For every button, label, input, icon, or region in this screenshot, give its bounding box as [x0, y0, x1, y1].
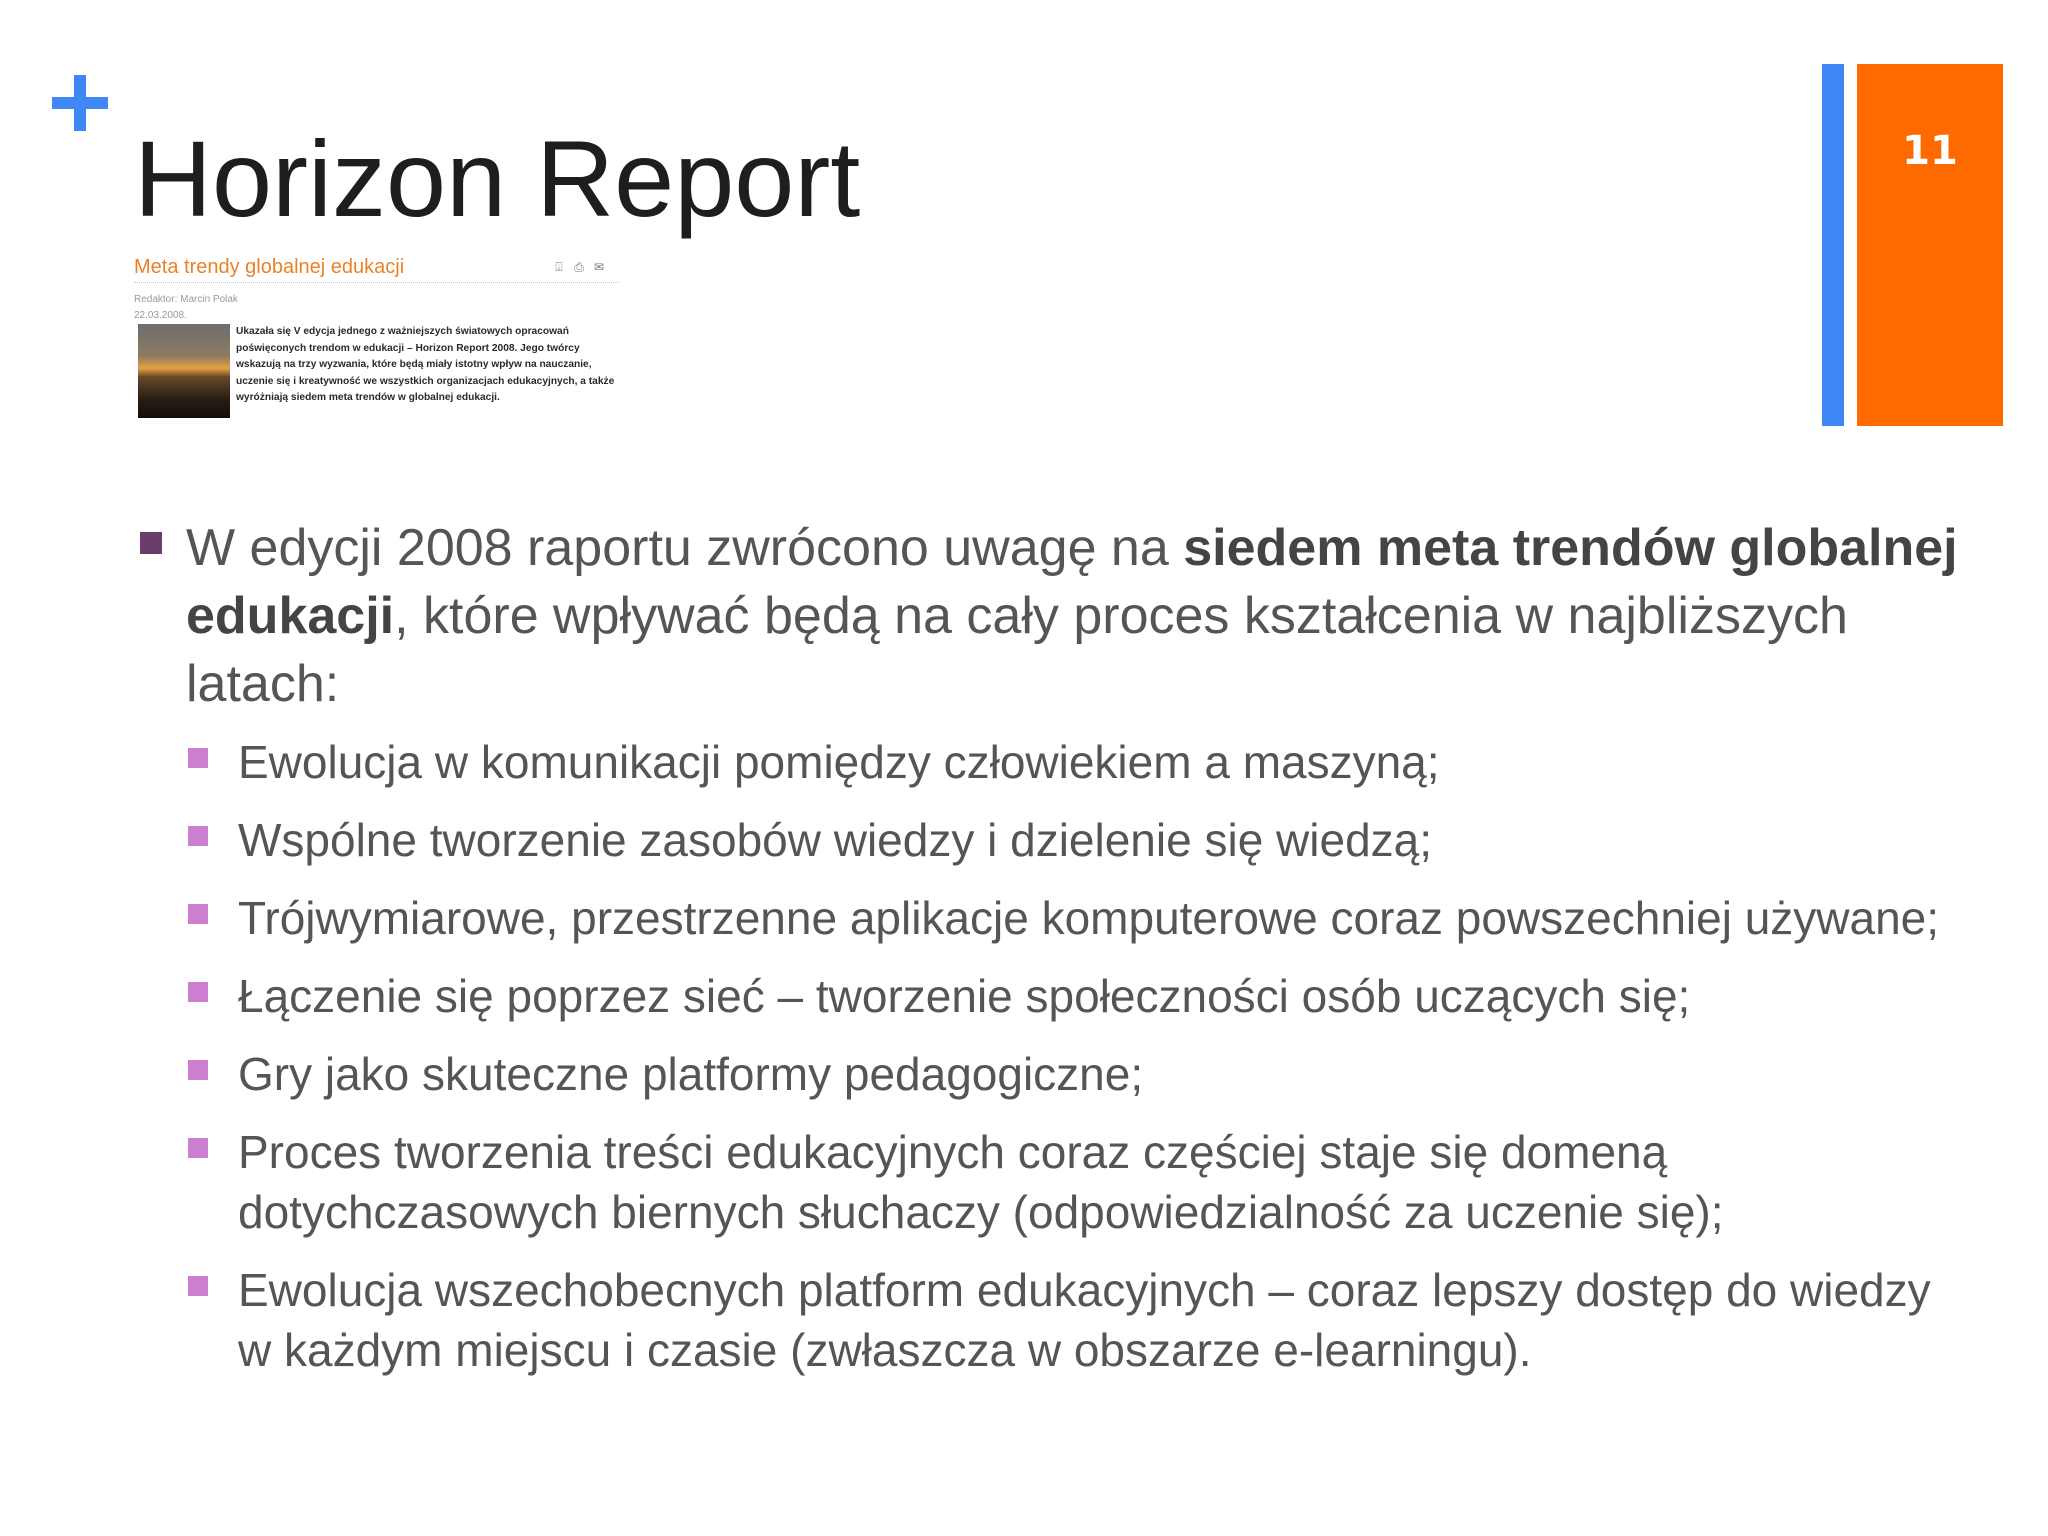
accent-bar-orange [1857, 64, 2003, 426]
intro-text-before: W edycji 2008 raportu zwrócono uwagę na [186, 519, 1184, 577]
snippet-title: Meta trendy globalnej edukacji [134, 256, 405, 278]
snippet-editor: Redaktor: Marcin Polak [134, 294, 238, 305]
snippet-date: 22.03.2008. [134, 310, 187, 321]
sub-bullet-square [188, 1276, 208, 1296]
article-snippet [128, 252, 628, 424]
sub-bullet-square [188, 826, 208, 846]
snippet-icons [552, 260, 606, 274]
slide-title: Horizon Report [134, 118, 861, 239]
trend-item-text: Wspólne tworzenie zasobów wiedzy i dzielenie się wiedzą; [238, 814, 1433, 866]
bullet-content [136, 514, 1976, 1380]
sub-bullet-square [188, 1138, 208, 1158]
pdf-icon: ⍗ [555, 260, 563, 274]
trend-item-text: Ewolucja w komunikacji pomiędzy człowiekiem a maszyną; [238, 736, 1440, 788]
snippet-sunset-image [138, 324, 230, 418]
trend-item [188, 1044, 1976, 1104]
intro-text-after: , które wpływać będą na cały proces kształcenia w najbliższych latach: [186, 587, 1848, 713]
snippet-divider [134, 282, 620, 283]
sub-bullet-square [188, 904, 208, 924]
sub-bullet-square [188, 748, 208, 768]
email-icon: ✉ [593, 260, 605, 274]
bullet-square [140, 532, 162, 554]
trend-item [188, 732, 1976, 792]
sub-bullet-square [188, 982, 208, 1002]
trend-item-text: Łączenie się poprzez sieć – tworzenie społeczności osób uczących się; [238, 970, 1691, 1022]
sub-bullet-square [188, 1060, 208, 1080]
print-icon: ⎙ [574, 260, 584, 274]
plus-icon [52, 62, 116, 150]
trend-item [188, 1122, 1976, 1242]
accent-bar-blue [1822, 64, 1844, 426]
trend-item-text: Trójwymiarowe, przestrzenne aplikacje komputerowe coraz powszechniej używane; [238, 892, 1940, 944]
slide-number: 11 [1902, 128, 1958, 174]
trend-item [188, 810, 1976, 870]
intro-text-bold: siedem meta trendów globalnej edukacji [186, 519, 1958, 645]
main-bullet [136, 514, 1976, 718]
snippet-body: Ukazała się V edycja jednego z ważniejszych światowych opracowań poświęconych trendom w edukacji – Horizon Report 2008. Jego twórcy wskazują na trzy wyzwania, które będą miały istotny wpływ na nauczanie, uczenie się i kreatywność we wszystkich organizacjach edukacyjnych, a także wyróżniają siedem meta trendów w globalnej edukacji. [236, 326, 615, 404]
trend-item-text: Gry jako skuteczne platformy pedagogiczne; [238, 1048, 1144, 1100]
trend-item [188, 966, 1976, 1026]
trend-item-text: Ewolucja wszechobecnych platform edukacyjnych – coraz lepszy dostęp do wiedzy w każdym miejscu i czasie (zwłaszcza w obszarze e-learningu). [238, 1264, 1931, 1376]
trend-item [188, 1260, 1976, 1380]
trend-item [188, 888, 1976, 948]
trend-item-text: Proces tworzenia treści edukacyjnych coraz częściej staje się domeną dotychczasowych biernych słuchaczy (odpowiedzialność za uczenie się); [238, 1126, 1724, 1238]
snippet-meta [134, 292, 238, 324]
